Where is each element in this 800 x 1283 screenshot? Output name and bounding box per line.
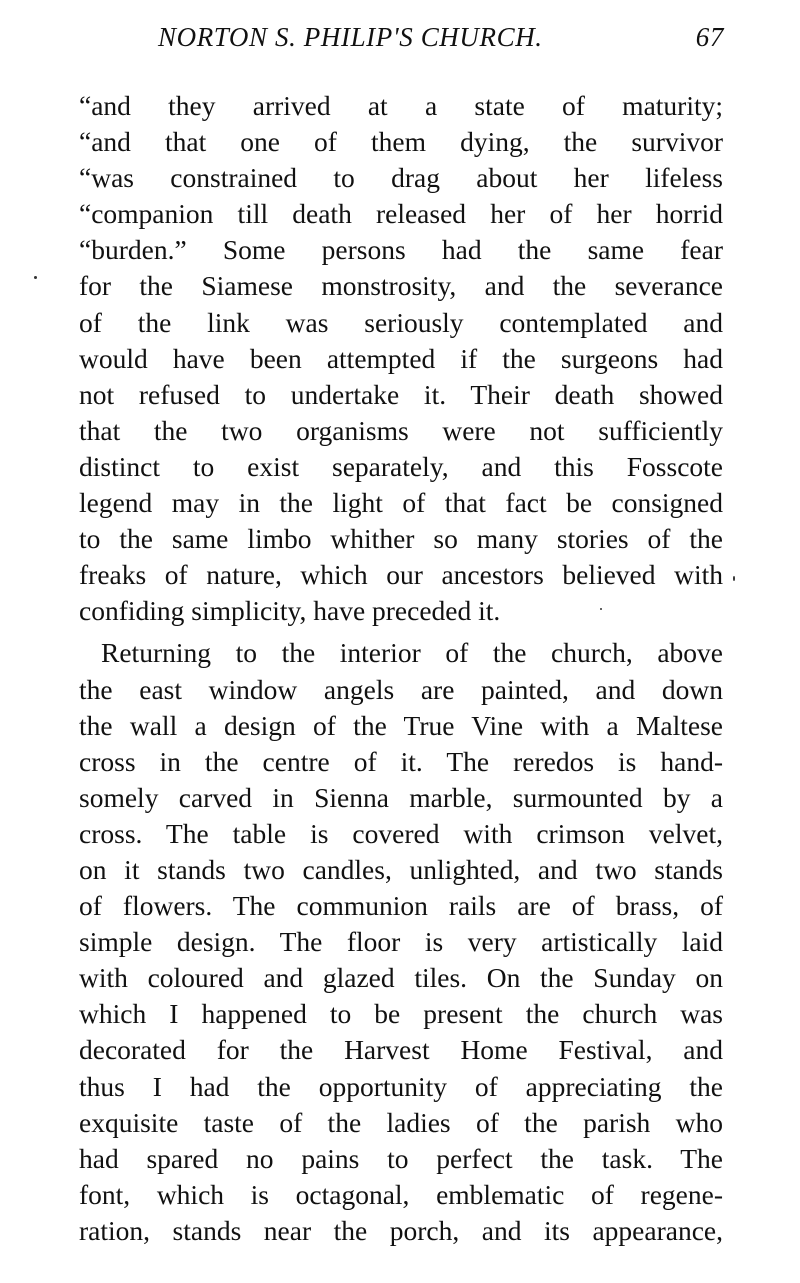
- text-line: freaks of nature, which our ancestors believed with: [79, 559, 723, 591]
- running-title: NORTON S. PHILIP'S CHURCH.: [158, 22, 543, 52]
- text-line: font, which is octagonal, emblematic of regene-: [79, 1178, 723, 1210]
- text-line: with coloured and glazed tiles. On the Sunday on: [79, 962, 723, 994]
- text-line: for the Siamese monstrosity, and the severance: [79, 270, 723, 302]
- scan-speck: [733, 576, 735, 581]
- text-line: somely carved in Sienna marble, surmounted by a: [79, 781, 723, 813]
- text-line: “and they arrived at a state of maturity;: [79, 90, 723, 121]
- text-line: Returning to the interior of the church, above: [101, 637, 723, 669]
- text-line: not refused to undertake it. Their death showed: [79, 378, 723, 410]
- text-line: thus I had the opportunity of appreciating the: [79, 1070, 723, 1102]
- text-line: on it stands two candles, unlighted, and two stands: [79, 853, 723, 885]
- text-line: cross. The table is covered with crimson velvet,: [79, 817, 723, 849]
- page-number: 67: [695, 22, 724, 52]
- text-line: simple design. The floor is very artistically laid: [79, 926, 723, 958]
- text-line: to the same limbo whither so many stories of the: [79, 523, 723, 555]
- running-header: [158, 22, 724, 58]
- text-line: “and that one of them dying, the survivor: [79, 126, 723, 158]
- text-line: distinct to exist separately, and this Fosscote: [79, 450, 723, 482]
- paragraph-1: [79, 88, 723, 629]
- scan-speck: [34, 276, 37, 279]
- text-line: confiding simplicity, have preceded it.: [79, 595, 501, 627]
- text-line: exquisite taste of the ladies of the parish who: [79, 1106, 723, 1138]
- text-line: decorated for the Harvest Home Festival, and: [79, 1034, 723, 1066]
- text-line: “was constrained to drag about her lifeless: [79, 162, 723, 194]
- text-line: of flowers. The communion rails are of brass, of: [79, 890, 723, 922]
- text-line: would have been attempted if the surgeons had: [79, 342, 723, 374]
- text-line: the east window angels are painted, and down: [79, 673, 723, 705]
- paragraph-2: [79, 635, 723, 1249]
- text-line: that the two organisms were not sufficiently: [79, 414, 723, 446]
- text-line: ration, stands near the porch, and its appearance,: [79, 1214, 723, 1246]
- text-line: the wall a design of the True Vine with a Maltese: [79, 709, 723, 741]
- text-line: “companion till death released her of her horrid: [79, 198, 723, 230]
- text-line: “burden.” Some persons had the same fear: [79, 234, 723, 266]
- text-line: legend may in the light of that fact be consigned: [79, 487, 723, 519]
- text-line: which I happened to be present the church was: [79, 998, 723, 1030]
- text-line: of the link was seriously contemplated and: [79, 306, 723, 338]
- scan-speck: [600, 608, 602, 610]
- text-line: cross in the centre of it. The reredos is hand-: [79, 745, 723, 777]
- text-line: had spared no pains to perfect the task. The: [79, 1142, 723, 1174]
- body-text: [79, 88, 723, 1249]
